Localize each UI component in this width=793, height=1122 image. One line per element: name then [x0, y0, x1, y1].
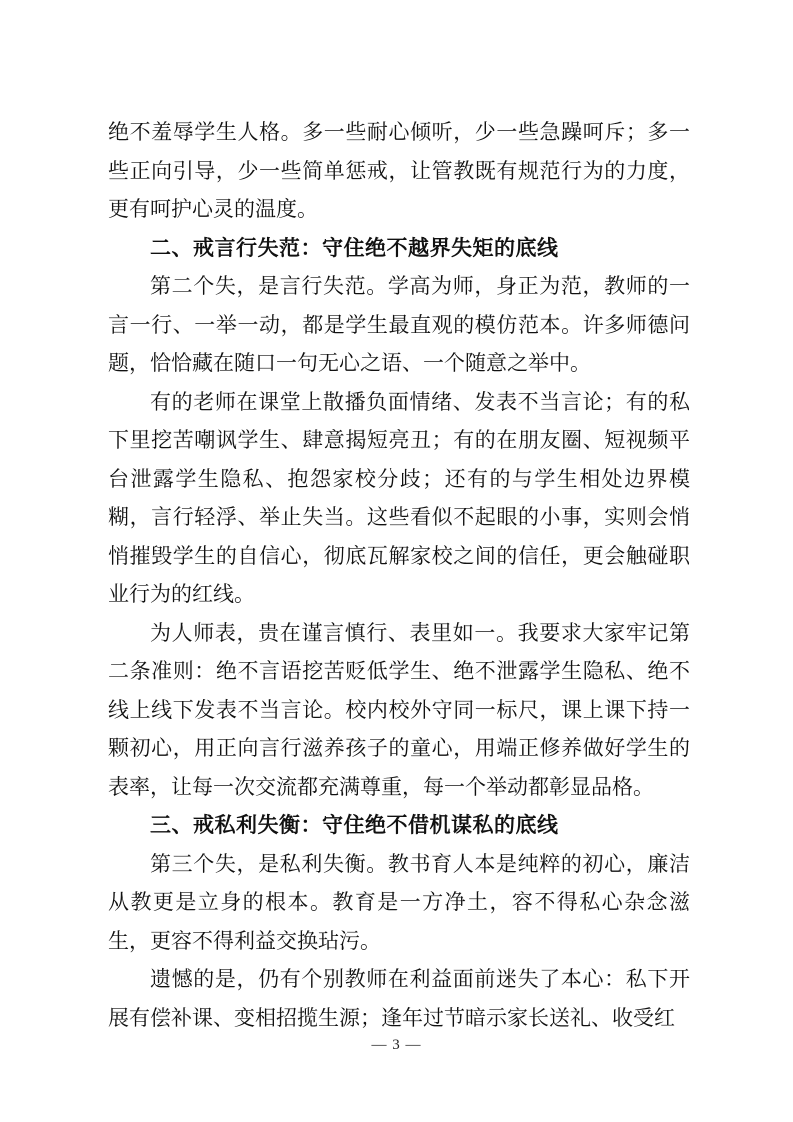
paragraph: 第三个失，是私利失衡。教书育人本是纯粹的初心，廉洁从教更是立身的根本。教育是一方净土，容不得私心杂念滋生，更容不得利益交换玷污。	[108, 851, 690, 953]
section-heading-3: 三、戒私利失衡：守住绝不借机谋私的底线	[150, 813, 559, 837]
page-number: — 3 —	[371, 1037, 422, 1053]
paragraph-continuation: 绝不羞辱学生人格。多一些耐心倾听，少一些急躁呵斥；多一些正向引导，少一些简单惩戒，让管教既有规范行为的力度，更有呵护心灵的温度。	[108, 120, 690, 221]
document-body	[108, 113, 690, 1037]
paragraph: 第二个失，是言行失范。学高为师，身正为范，教师的一言一行、一举一动，都是学生最直观的模仿范本。许多师德问题，恰恰藏在随口一句无心之语、一个随意之举中。	[108, 274, 690, 375]
paragraph: 为人师表，贵在谨言慎行、表里如一。我要求大家牢记第二条准则：绝不言语挖苦贬低学生、绝不泄露学生隐私、绝不线上线下发表不当言论。校内校外守同一标尺，课上课下持一颗初心，用正向言行滋养孩子的童心，用端正修养做好学生的表率，让每一次交流都充满尊重，每一个举动都彰显品格。	[108, 620, 690, 799]
section-heading-2: 二、戒言行失范：守住绝不越界失矩的底线	[150, 235, 559, 260]
paragraph: 有的老师在课堂上散播负面情绪、发表不当言论；有的私下里挖苦嘲讽学生、肆意揭短亮丑；有的在朋友圈、短视频平台泄露学生隐私、抱怨家校分歧；还有的与学生相处边界模糊，言行轻浮、举止失当。这些看似不起眼的小事，实则会悄悄摧毁学生的自信心，彻底瓦解家校之间的信任，更会触碰职业行为的红线。	[108, 389, 690, 606]
paragraph: 遗憾的是，仍有个别教师在利益面前迷失了本心：私下开展有偿补课、变相招揽生源；逢年过节暗示家长送礼、收受红	[108, 967, 690, 1030]
